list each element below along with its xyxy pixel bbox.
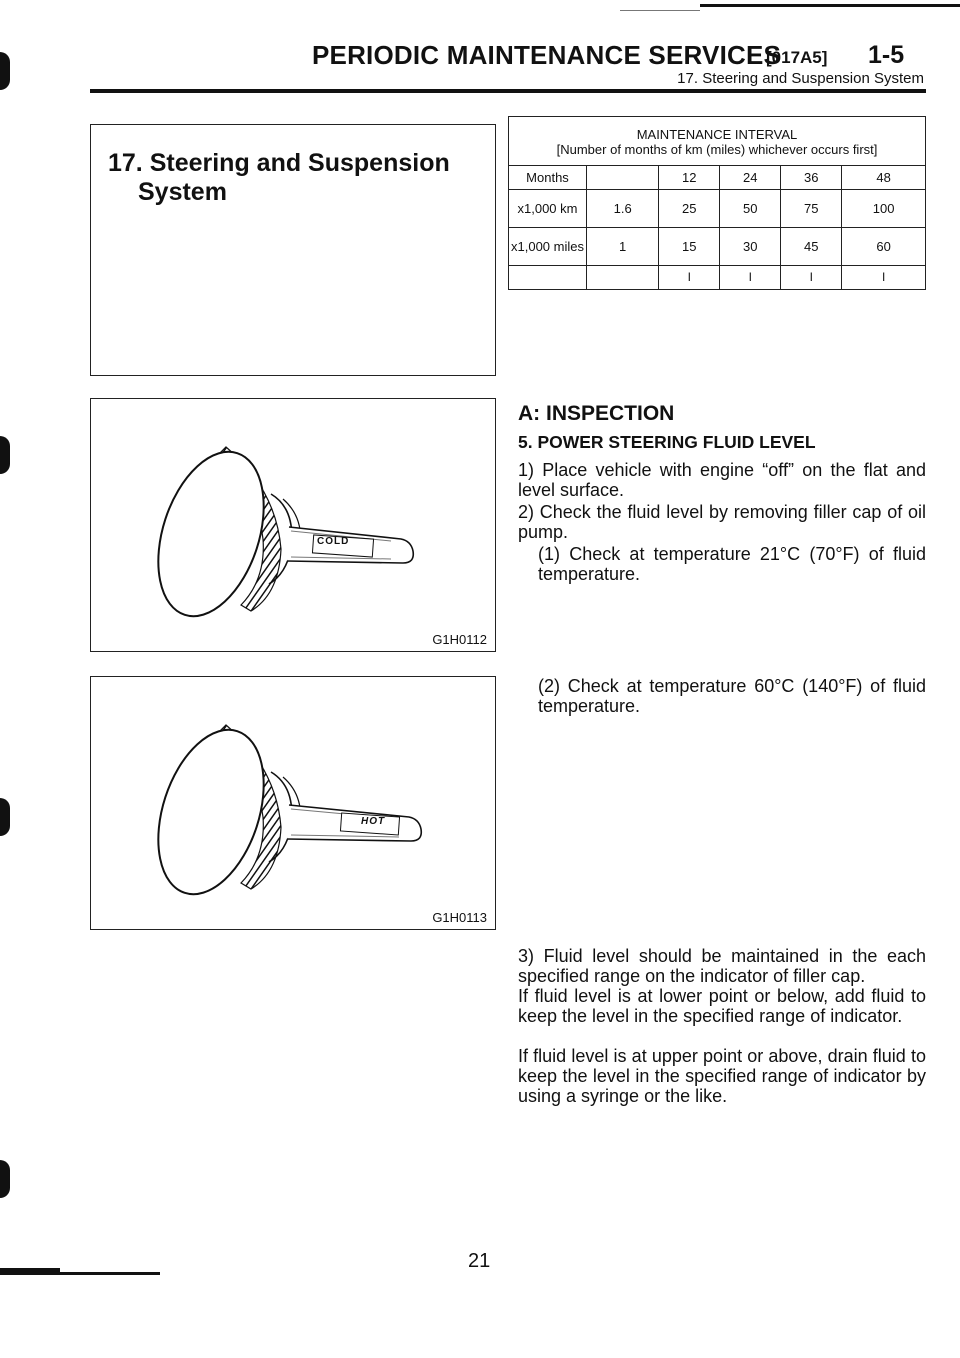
figure-id-label: G1H0113 [432,910,487,925]
step-2-text: 2) Check the fluid level by removing filler cap of oil pump. [518,502,926,542]
hot-indicator-label: HOT [361,816,386,827]
header-subtitle: 17. Steering and Suspension System [677,70,924,87]
table-heading: MAINTENANCE INTERVAL [Number of months of km (miles) whichever occurs first] [509,117,926,166]
section-title-box [90,124,496,376]
binder-mark-2 [0,436,10,474]
section-title: 17. Steering and Suspension System [108,149,450,206]
step-1-text: 1) Place vehicle with engine “off” on the flat and level surface. [518,460,926,500]
item-heading: 5. POWER STEERING FLUID LEVEL [518,432,816,452]
table-row: x1,000 miles 1 15 30 45 60 [509,228,926,266]
step-3-low-level-text: If fluid level is at lower point or below, add fluid to keep the level in the specified range of indicator. [518,986,926,1026]
top-edge-rule-thin [620,10,700,11]
table-row: I I I I [509,266,926,290]
cold-indicator-label: COLD [317,536,350,547]
step-2-sub-1-text: (1) Check at temperature 21°C (70°F) of fluid temperature. [538,544,926,584]
header-page-ref: 1-5 [868,41,905,69]
binder-mark-3 [0,798,10,836]
step-3-text: 3) Fluid level should be maintained in the each specified range on the indicator of filler cap. [518,946,926,986]
step-3-high-level-text: If fluid level is at upper point or above, drain fluid to keep the level in the specified range of indicator by using a syringe or the like. [518,1046,926,1106]
inspection-heading: A: INSPECTION [518,402,675,425]
table-row: x1,000 km 1.6 25 50 75 100 [509,190,926,228]
table-row: Months 12 24 36 48 [509,166,926,190]
step-2-sub-2-text: (2) Check at temperature 60°C (140°F) of fluid temperature. [538,676,926,716]
filler-cap-cold-illustration [91,399,495,651]
header-code: [017A5] [766,48,828,67]
page-edge-mark [0,1272,160,1275]
page-number: 21 [468,1250,491,1272]
maintenance-interval-table [508,116,926,290]
header-title: PERIODIC MAINTENANCE SERVICES [312,40,782,70]
binder-mark-1 [0,52,10,90]
figure-cold-gauge [90,398,496,652]
header-rule [90,89,926,93]
figure-id-label: G1H0112 [432,632,487,647]
binder-mark-4 [0,1160,10,1198]
top-edge-rule [700,4,960,7]
filler-cap-hot-illustration [91,677,495,929]
figure-hot-gauge [90,676,496,930]
